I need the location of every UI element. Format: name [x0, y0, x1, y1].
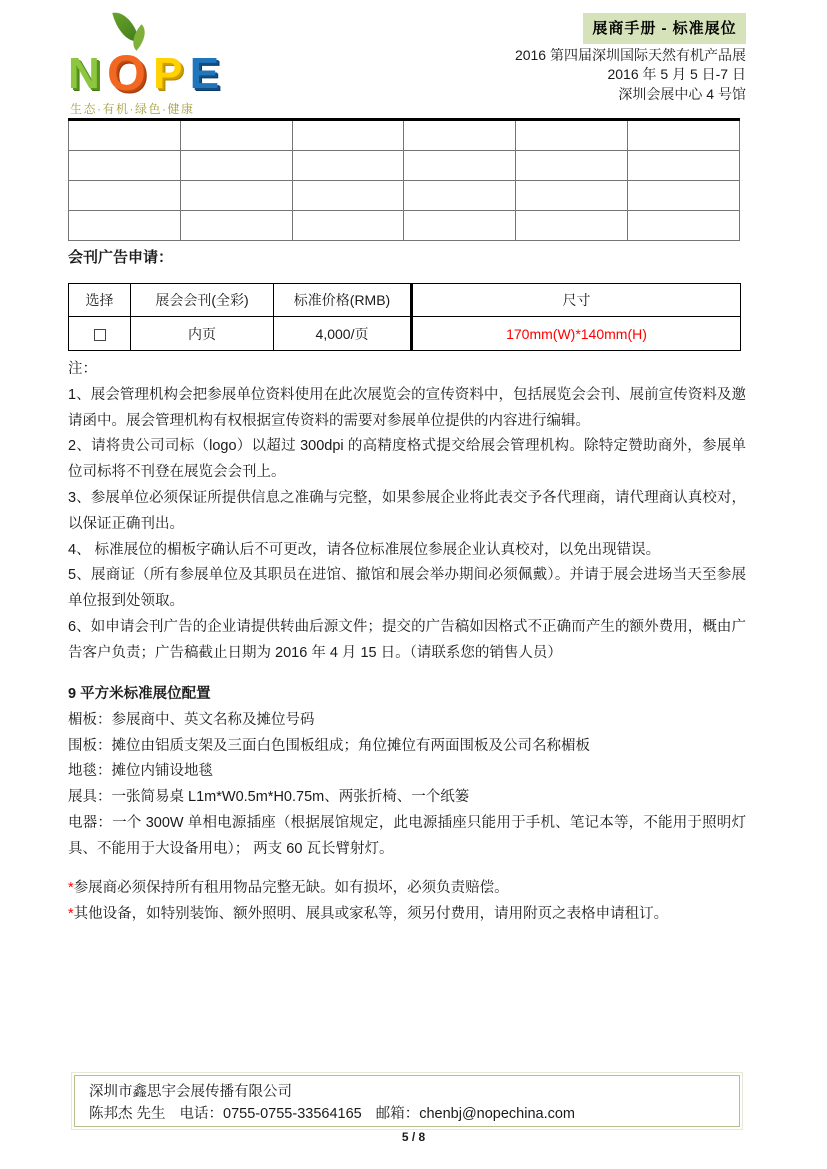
ad-section-title: 会刊广告申请：	[68, 249, 174, 266]
booth-config-item: 围板：摊位由铝质支架及三面白色围板组成；角位摊位有两面围板及公司名称楣板	[68, 737, 590, 754]
col-header-select: 选择	[69, 284, 131, 317]
warning-item: *参展商必须保持所有租用物品完整无缺。如有损坏，必须负责赔偿。	[68, 880, 509, 896]
table-row	[69, 211, 740, 241]
booth-config-item: 地毯：摊位内铺设地毯	[68, 763, 213, 780]
event-info	[380, 46, 746, 104]
note-item: 4、 标准展位的楣板字确认后不可更改，请各位标准展位参展企业认真校对，以免出现错误。	[68, 541, 661, 558]
table-row	[69, 181, 740, 211]
select-cell	[69, 317, 131, 351]
publication-cell: 内页	[131, 317, 274, 351]
contact-box	[74, 1075, 740, 1127]
logo-letters	[68, 45, 220, 101]
event-dates: 2016 年 5 月 5 日-7 日	[607, 66, 746, 83]
logo-tagline: 生态·有机·绿色·健康	[70, 100, 195, 120]
manual-badge: 展商手册 - 标准展位	[583, 13, 746, 44]
logo-letter-e: E	[189, 49, 220, 98]
contact-email: 邮箱：chenbj@nopechina.com	[375, 1106, 576, 1122]
logo-letter-p: P	[153, 49, 183, 98]
table-header-row	[69, 284, 741, 317]
notes-section	[68, 357, 746, 667]
col-header-size: 尺寸	[412, 284, 741, 317]
logo-letter-o: O	[107, 45, 146, 101]
table-row	[69, 317, 741, 351]
asterisk-marker: *	[68, 880, 74, 896]
logo-letter-n: N	[68, 49, 100, 98]
booth-config-title: 9 平方米标准展位配置	[68, 686, 211, 702]
warning-item: *其他设备，如特别装饰、额外照明、展具或家私等，须另付费用，请用附页之表格申请租订。	[68, 905, 669, 922]
col-header-price: 标准价格(RMB)	[274, 284, 412, 317]
price-cell: 4,000/页	[274, 317, 412, 351]
contact-phone: 电话：0755-0755-33564165	[179, 1106, 362, 1122]
note-item: 5、展商证（所有参展单位及其职员在进馆、撤馆和展会举办期间必须佩戴）。并请于展会进场当天至参展单位报到处领取。	[68, 567, 746, 610]
booth-config-section	[68, 682, 746, 863]
empty-continuation-table	[68, 118, 740, 241]
contact-line	[89, 1103, 725, 1125]
table-row	[69, 120, 740, 151]
ad-price-table	[68, 283, 741, 351]
checkbox-inner-page[interactable]	[94, 329, 106, 341]
booth-config-item: 展具：一张简易桌 L1m*W0.5m*H0.75m、两张折椅、一个纸篓	[68, 789, 470, 806]
event-title: 2016 第四届深圳国际天然有机产品展	[514, 47, 746, 63]
note-item: 1、展会管理机构会把参展单位资料使用在此次展览会的宣传资料中，包括展览会会刊、展前宣传资料及邀请函中。展会管理机构有权根据宣传资料的需要对参展单位提供的内容进行编辑。	[68, 386, 746, 429]
company-name: 深圳市鑫思宇会展传播有限公司	[89, 1084, 292, 1100]
page-number: 5 / 8	[401, 1130, 426, 1144]
col-header-publication: 展会会刊(全彩)	[131, 284, 274, 317]
note-item: 3、参展单位必须保证所提供信息之准确与完整，如果参展企业将此表交予各代理商，请代理商认真校对，以保证正确刊出。	[68, 489, 746, 532]
note-item: 6、如申请会刊广告的企业请提供转曲后源文件；提交的广告稿如因格式不正确而产生的额外费用，概由广告客户负责；广告稿截止日期为 2016 年 4 月 15 日。（请联系您的销售人员）	[68, 618, 746, 661]
note-item: 2、请将贵公司司标（logo）以超过 300dpi 的高精度格式提交给展会管理机构。除特定赞助商外，参展单位司标将不刊登在展览会会刊上。	[68, 438, 746, 481]
size-cell: 170mm(W)*140mm(H)	[412, 317, 741, 351]
table-row	[69, 151, 740, 181]
notes-label: 注：	[68, 361, 97, 377]
booth-config-item: 楣板：参展商中、英文名称及摊位号码	[68, 711, 315, 728]
event-venue: 深圳会展中心 4 号馆	[618, 85, 746, 102]
nope-logo	[68, 12, 218, 118]
booth-config-item: 电器：一个 300W 单相电源插座（根据展馆规定，此电源插座只能用于手机、笔记本等，不能用于照明灯具、不能用于大设备用电）； 两支 60 瓦长臂射灯。	[68, 814, 746, 857]
warnings-section	[68, 876, 746, 928]
asterisk-marker: *	[68, 905, 74, 922]
contact-person: 陈邦杰 先生	[89, 1106, 166, 1122]
